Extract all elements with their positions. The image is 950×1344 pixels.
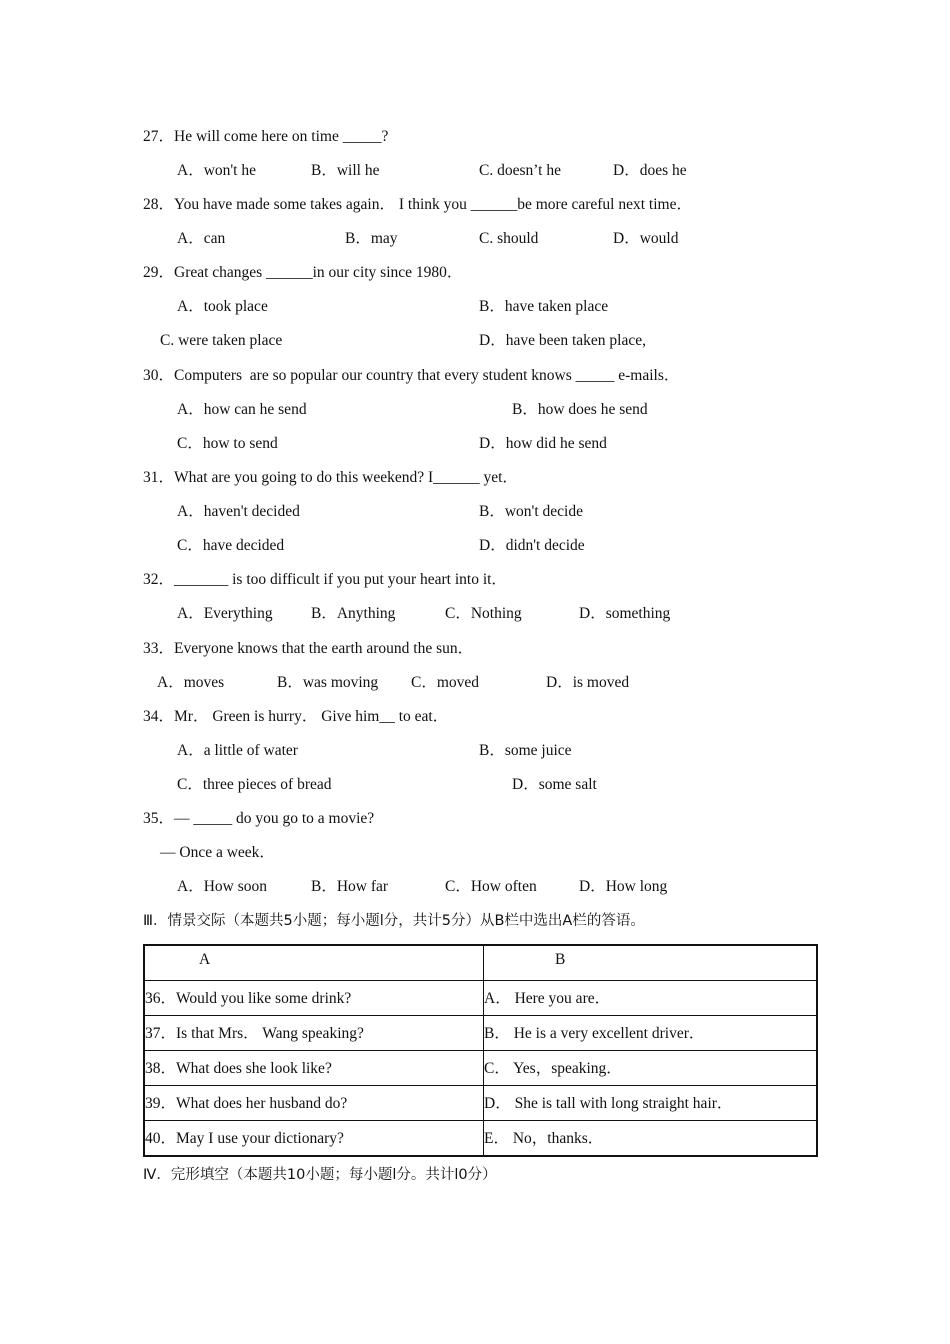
option-d: D．is moved	[546, 674, 630, 691]
option-b: B．how does he send	[512, 401, 648, 418]
question-stem: 33．Everyone knows that the earth around the sun．	[143, 640, 474, 657]
option-b: B．How far	[311, 878, 389, 895]
table-row	[144, 1086, 817, 1121]
option-b: B．Anything	[311, 605, 396, 622]
table-cell-b	[484, 1016, 818, 1051]
option-a: A．haven't decided	[177, 503, 300, 520]
option-a: A．Everything	[177, 605, 273, 622]
section-3-heading: Ⅲ．情景交际（本题共5小题；每小题l分，共计5分）从B栏中选出A栏的答语。	[143, 913, 645, 929]
option-b: B．will he	[311, 162, 380, 179]
table-cell-a	[144, 1086, 484, 1121]
question-stem: 31．What are you going to do this weekend? I______ yet．	[143, 469, 518, 486]
option-c: C．Nothing	[445, 605, 522, 622]
option-d: D．would	[613, 230, 679, 247]
option-b: B．won't decide	[479, 503, 583, 520]
option-a: A．how can he send	[177, 401, 307, 418]
option-d: D．How long	[579, 878, 668, 895]
option-a: A．a little of water	[177, 742, 298, 759]
table-cell-a	[144, 981, 484, 1016]
option-c: C. should	[479, 230, 539, 247]
prompt-text: 37．Is that Mrs． Wang speaking?	[145, 1025, 364, 1042]
table-cell-b	[484, 1121, 818, 1157]
option-c: C．three pieces of bread	[177, 776, 332, 793]
option-c: C．moved	[411, 674, 480, 691]
option-a: A．moves	[157, 674, 225, 691]
table-cell-a	[144, 1051, 484, 1086]
question-stem: 32．_______ is too difficult if you put your heart into it．	[143, 571, 507, 588]
table-header-row	[144, 945, 817, 981]
prompt-text: 40．May I use your dictionary?	[145, 1130, 344, 1147]
column-b-label: B	[555, 951, 566, 968]
option-d: D．does he	[613, 162, 687, 179]
table-cell-a	[144, 1016, 484, 1051]
answer-text: E． No，thanks．	[484, 1130, 604, 1147]
column-a-label: A	[199, 951, 211, 968]
option-d: D．some salt	[512, 776, 597, 793]
prompt-text: 38．What does she look like?	[145, 1060, 332, 1077]
prompt-text: 36．Would you like some drink?	[145, 990, 352, 1007]
dialogue-reply: — Once a week．	[160, 844, 275, 861]
option-c: C．how to send	[177, 435, 278, 452]
option-d: D．didn't decide	[479, 537, 585, 554]
option-a: A．won't he	[177, 162, 256, 179]
table-cell-b	[484, 1086, 818, 1121]
question-stem: 28．You have made some takes again． I think you ______be more careful next time．	[143, 196, 692, 213]
option-a: A．can	[177, 230, 226, 247]
option-b: B．may	[345, 230, 398, 247]
option-c: C．have decided	[177, 537, 285, 554]
table-header-b	[484, 945, 818, 981]
table-header-a	[144, 945, 484, 981]
option-d: D．how did he send	[479, 435, 607, 452]
question-stem: 35．— _____ do you go to a movie?	[143, 810, 375, 827]
table-row	[144, 1016, 817, 1051]
matching-table	[143, 944, 818, 1157]
option-c: C. doesn’t he	[479, 162, 561, 179]
option-c: C. were taken place	[160, 332, 283, 349]
table-row	[144, 981, 817, 1016]
option-c: C．How often	[445, 878, 537, 895]
question-stem: 29．Great changes ______in our city since 1980．	[143, 264, 463, 281]
option-d: D．have been taken place,	[479, 332, 646, 349]
option-a: A．took place	[177, 298, 268, 315]
option-b: B．was moving	[277, 674, 379, 691]
table-row	[144, 1121, 817, 1157]
answer-text: D． She is tall with long straight hair．	[484, 1095, 733, 1112]
table-cell-b	[484, 981, 818, 1016]
answer-text: C． Yes，speaking．	[484, 1060, 622, 1077]
question-stem: 34．Mr． Green is hurry． Give him__ to eat．	[143, 708, 449, 725]
table-cell-b	[484, 1051, 818, 1086]
option-a: A．How soon	[177, 878, 267, 895]
question-stem: 30．Computers are so popular our country that every student knows _____ e-mails．	[143, 367, 680, 384]
option-d: D．something	[579, 605, 671, 622]
prompt-text: 39．What does her husband do?	[145, 1095, 348, 1112]
answer-text: A． Here you are．	[484, 990, 611, 1007]
question-stem: 27．He will come here on time _____?	[143, 128, 389, 145]
table-cell-a	[144, 1121, 484, 1157]
option-b: B．have taken place	[479, 298, 609, 315]
answer-text: B． He is a very excellent driver．	[484, 1025, 705, 1042]
table-row	[144, 1051, 817, 1086]
option-b: B．some juice	[479, 742, 572, 759]
section-4-heading: Ⅳ．完形填空（本题共10小题；每小题l分。共计l0分）	[143, 1167, 497, 1183]
